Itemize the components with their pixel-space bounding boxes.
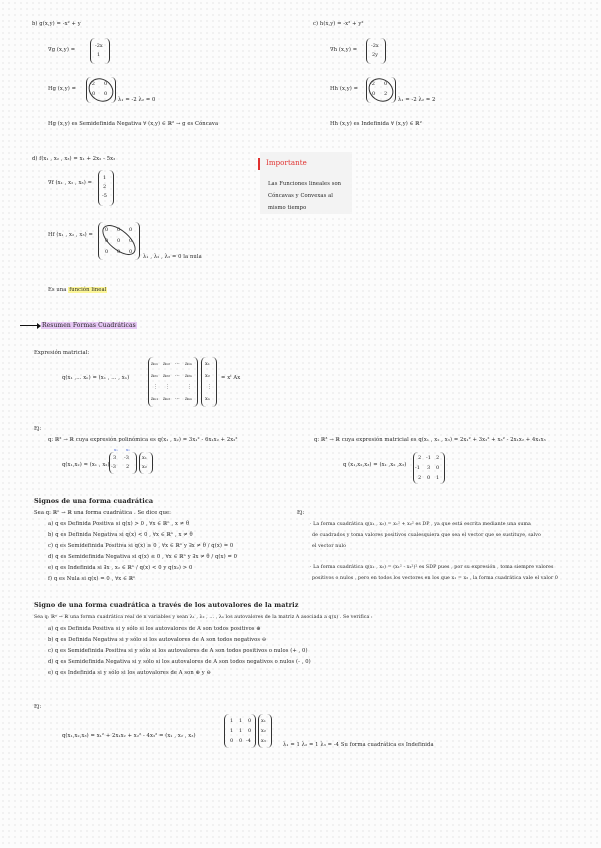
sm-a13: ··· bbox=[175, 361, 180, 367]
e1r-m21: -1 bbox=[415, 465, 420, 471]
signs-example-1-line-2: de cuadrados y toma valores positivos cualesquiera que sea el vector que se sustituye, salvo bbox=[312, 533, 541, 538]
d-grad-v1: 1 bbox=[103, 175, 107, 181]
d-grad-v3: -5 bbox=[102, 193, 107, 199]
example-2-result: λ₁ = 1 λ₂ = 1 λ₃ = -4 Su forma cuadrática es Indefinida bbox=[283, 742, 434, 748]
e1l-v2: x₂ bbox=[142, 464, 147, 470]
e2-m21: 1 bbox=[230, 728, 234, 734]
e1l-m22: 2 bbox=[126, 464, 130, 470]
signs-example-label: Ej: bbox=[297, 510, 305, 516]
eigen-item-e: e) q es Indefinida si y sólo si los autovalores de A son ⊕ y ⊖ bbox=[48, 670, 211, 676]
d-gradient-label: ∇f (x₁ , x₂ , x₃) = bbox=[48, 180, 93, 186]
c-gradient-vector bbox=[366, 38, 386, 64]
e2-v2: x₂ bbox=[261, 728, 266, 734]
c-heading: c) h(x,y) = -x² + y² bbox=[313, 21, 364, 27]
summary-vector bbox=[201, 357, 217, 407]
summary-q-lhs: q(x₁ ,... xₙ) = (x₁ , ... , xₙ) bbox=[62, 375, 130, 381]
c-hessian-matrix bbox=[366, 77, 396, 103]
eigen-item-b: b) q es Definida Negativa si y sólo si los autovalores de A son todos negativos ⊖ bbox=[48, 637, 267, 643]
sv-x1: x₁ bbox=[205, 361, 210, 367]
signs-item-b: b) q es Definida Negativa si q(x) < 0 , ∀x ∈ ℝⁿ , x ≠ θ bbox=[48, 532, 193, 538]
summary-title: Resumen Formas Cuadráticas bbox=[42, 322, 136, 329]
eigen-item-d: d) q es Semidefinida Negativa si y sólo si los autovalores de A son todos negativos o nulos (- , 0) bbox=[48, 659, 311, 665]
d-h22: 0 bbox=[117, 238, 121, 244]
matrix-expression-label: Expresión matricial: bbox=[34, 350, 90, 356]
b-gradient-vector bbox=[90, 38, 110, 64]
e1r-m22: 3 bbox=[427, 465, 431, 471]
d-h13: 0 bbox=[129, 227, 133, 233]
b-h21: 0 bbox=[92, 91, 96, 97]
e1r-m13: 2 bbox=[436, 455, 440, 461]
signs-intro: Sea q: ℝⁿ → ℝ una forma cuadrática . Se dice que: bbox=[34, 510, 172, 516]
sm-a41: aₙ₁ bbox=[151, 396, 159, 402]
sm-a32: ⋮ bbox=[165, 384, 170, 390]
e2-v1: x₁ bbox=[261, 718, 266, 724]
d-h23: 0 bbox=[129, 238, 133, 244]
d-h21: 0 bbox=[105, 238, 109, 244]
b-hessian-matrix bbox=[86, 77, 116, 103]
c-h12: 0 bbox=[384, 81, 388, 87]
signs-example-2-line-2: positivos o nulos , pero en todos los vectores en los que x₁ = x₂ , la forma cuadrática vale el valor 0 bbox=[312, 576, 558, 581]
d-lambdas: λ₁ , λ₂ , λ₃ = 0 la nula bbox=[143, 254, 202, 260]
e2-m12: 1 bbox=[239, 718, 243, 724]
example-2-q: q(x₁,x₂,x₃) = x₁² + 2x₁x₂ + x₂² - 4x₃² = (x₁ , x₂ , x₃) bbox=[62, 733, 196, 739]
d-conclusion bbox=[48, 287, 107, 294]
example-1-label: Ej: bbox=[34, 426, 42, 432]
example-1-left-vector bbox=[139, 452, 153, 474]
summary-matrix bbox=[148, 357, 198, 407]
d-heading: d) f(x₁ , x₂ , x₃) = x₁ + 2x₂ - 5x₃ bbox=[32, 156, 116, 162]
sm-a21: a₂₁ bbox=[151, 373, 158, 379]
e1r-m12: -1 bbox=[426, 455, 431, 461]
ex1-mark-x1: x₁ bbox=[114, 447, 118, 452]
sv-x2: x₂ bbox=[205, 373, 210, 379]
c-h21: 0 bbox=[372, 91, 376, 97]
b-h22: 0 bbox=[104, 91, 108, 97]
sm-a11: a₁₁ bbox=[151, 361, 158, 367]
important-note-marker bbox=[258, 158, 260, 170]
d-h32: 0 bbox=[117, 249, 121, 255]
important-note-line-3: mismo tiempo bbox=[268, 205, 307, 211]
e1r-m32: 0 bbox=[427, 475, 431, 481]
c-h22: 2 bbox=[384, 91, 388, 97]
b-grad-v1: -2x bbox=[95, 43, 103, 49]
example-1-left-matrix bbox=[109, 452, 137, 474]
example-1-left-q: q(x₁,x₂) = (x₁ , x₂) bbox=[62, 462, 110, 468]
example-1-right-q: q (x₁,x₂,x₃) = (x₁ ,x₂ ,x₃) bbox=[343, 462, 407, 468]
e2-m23: 0 bbox=[248, 728, 252, 734]
signs-item-d: d) q es Semidefinida Negativa si q(x) ≤ 0 , ∀x ∈ ℝⁿ y ∃x ≠ θ / q(x) = 0 bbox=[48, 554, 238, 560]
sm-a12: a₁₂ bbox=[163, 361, 170, 367]
b-h11: -2 bbox=[90, 81, 95, 87]
example-1-left-statement: q: ℝ² → ℝ cuya expresión polinómica es q(x₁ , x₂) = 3x₁² - 6x₁x₂ + 2x₂² bbox=[48, 437, 238, 443]
b-conclusion: Hg (x,y) es Semidefinida Negativa ∀ (x,y) ∈ ℝ² → g es Cóncava bbox=[48, 121, 219, 127]
eigen-title: Signo de una forma cuadrática a través de los autovalores de la matriz bbox=[34, 601, 299, 609]
sv-xn: xₙ bbox=[205, 396, 210, 402]
d-h33: 0 bbox=[129, 249, 133, 255]
d-h31: 0 bbox=[105, 249, 109, 255]
signs-title: Signos de una forma cuadrática bbox=[34, 497, 154, 505]
e2-m11: 1 bbox=[230, 718, 234, 724]
e2-v3: x₃ bbox=[261, 738, 266, 744]
sm-a42: aₙ₂ bbox=[163, 396, 171, 402]
eigen-intro: Sea q: ℝⁿ → ℝ una forma cuadrática real de n variables y sean λ₁ , λ₂ , ... , λₙ los autovalores de la matriz A asociada a q(x) . Se verifica : bbox=[34, 615, 373, 620]
c-hessian-label: Hh (x,y) = bbox=[330, 86, 359, 92]
sm-a14: a₁ₙ bbox=[185, 361, 193, 367]
e1l-m11: 3 bbox=[113, 455, 117, 461]
sv-x3: ⋮ bbox=[207, 384, 212, 390]
eigen-item-a: a) q es Definida Positiva si y sólo si los autovalores de A son todos positivos ⊕ bbox=[48, 626, 261, 632]
example-2-label: Ej: bbox=[34, 704, 42, 710]
e1r-m11: 2 bbox=[418, 455, 422, 461]
b-hessian-label: Hg (x,y) = bbox=[48, 86, 77, 92]
ex1-mark-x2: x₂ bbox=[126, 447, 130, 452]
b-grad-v2: 1 bbox=[97, 52, 101, 58]
c-grad-v2: 2y bbox=[372, 52, 379, 58]
signs-example-1-line-3: el vector nulo bbox=[312, 544, 347, 549]
e1r-m33: 1 bbox=[436, 475, 440, 481]
example-1-right-matrix bbox=[413, 452, 445, 484]
example-2-matrix bbox=[224, 714, 256, 748]
c-conclusion: Hh (x,y) es Indefinida ∀ (x,y) ∈ ℝ² bbox=[330, 121, 422, 127]
e2-m32: 0 bbox=[239, 738, 243, 744]
e1r-m31: 2 bbox=[418, 475, 422, 481]
e2-m13: 0 bbox=[248, 718, 252, 724]
sm-a34: ⋮ bbox=[187, 384, 192, 390]
sm-a44: aₙₙ bbox=[185, 396, 193, 402]
c-gradient-label: ∇h (x,y) = bbox=[330, 47, 358, 53]
d-conclusion-highlight: función lineal bbox=[69, 287, 107, 293]
example-1-right-statement: q: ℝ³ → ℝ cuya expresión matricial es q(x₁ , x₂ , x₃) = 2x₁² + 3x₂² + x₃² - 2x₁x₂ + 4x₁x₃ bbox=[314, 437, 546, 443]
sm-a22: a₂₂ bbox=[163, 373, 170, 379]
sm-a31: ⋮ bbox=[153, 384, 158, 390]
signs-item-c: c) q es Semidefinida Positiva si q(x) ≥ 0 , ∀x ∈ ℝⁿ y ∃x ≠ θ / q(x) = 0 bbox=[48, 543, 234, 549]
b-diagonal-circle bbox=[84, 74, 118, 107]
b-heading: b) g(x,y) = -x² + y bbox=[32, 21, 81, 27]
signs-item-e: e) q es Indefinida si ∃x , x₂ ∈ ℝⁿ / q(x) < 0 y q(x₂) > 0 bbox=[48, 565, 193, 571]
e1r-m23: 0 bbox=[436, 465, 440, 471]
d-conclusion-pre: Es una bbox=[48, 287, 69, 293]
signs-item-f: f) q es Nula si q(x) = 0 , ∀x ∈ ℝⁿ bbox=[48, 576, 136, 582]
e2-m31: 0 bbox=[230, 738, 234, 744]
b-lambdas: λ₁ = -2 λ₂ = 0 bbox=[118, 97, 156, 103]
summary-rhs: = xᵗ Ax bbox=[221, 375, 241, 381]
eigen-item-c: c) q es Semidefinida Positiva si y sólo si los autovalores de A son todos positivos o nulos (+ , 0) bbox=[48, 648, 308, 654]
e2-m33: -4 bbox=[246, 738, 251, 744]
example-2-vector bbox=[258, 714, 272, 748]
c-diagonal-circle bbox=[364, 74, 398, 107]
b-gradient-label: ∇g (x,y) = bbox=[48, 47, 76, 53]
c-h11: -2 bbox=[370, 81, 375, 87]
e2-m22: 1 bbox=[239, 728, 243, 734]
important-note-line-2: Cóncavas y Convexas al bbox=[268, 193, 334, 199]
important-note-line-1: Las Funciones lineales son bbox=[268, 181, 342, 187]
signs-item-a: a) q es Definida Positiva si q(x) > 0 , ∀x ∈ ℝⁿ , x ≠ θ bbox=[48, 521, 190, 527]
d-hessian-matrix bbox=[98, 222, 140, 260]
e1l-m21: -3 bbox=[111, 464, 116, 470]
d-hessian-label: Hf (x₁ , x₂ , x₃) = bbox=[48, 232, 93, 238]
d-grad-v2: 2 bbox=[103, 184, 107, 190]
d-gradient-vector bbox=[98, 170, 114, 206]
c-grad-v1: -2x bbox=[371, 43, 379, 49]
sm-a23: ··· bbox=[175, 373, 180, 379]
e1l-v1: x₁ bbox=[142, 455, 147, 461]
d-h11: 0 bbox=[105, 227, 109, 233]
sm-a43: ··· bbox=[175, 396, 180, 402]
signs-example-1-line-1: · La forma cuadrática q(x₁ , x₂) = x₁² + x₂² es DP , ya que está escrita mediante una suma bbox=[310, 522, 531, 527]
c-lambdas: λ₁ = -2 λ₂ = 2 bbox=[398, 97, 436, 103]
sm-a24: a₂ₙ bbox=[185, 373, 193, 379]
d-h12: 0 bbox=[117, 227, 121, 233]
important-note-title: Importante bbox=[266, 159, 307, 167]
signs-example-2-line-1: · La forma cuadrática q(x₁ , x₂) = (x₁² - x₂²)² es SDP pues , por su expresión , toma siempre valores bbox=[310, 565, 554, 570]
section-arrow bbox=[20, 325, 38, 326]
b-h12: 0 bbox=[104, 81, 108, 87]
e1l-m12: -3 bbox=[124, 455, 129, 461]
